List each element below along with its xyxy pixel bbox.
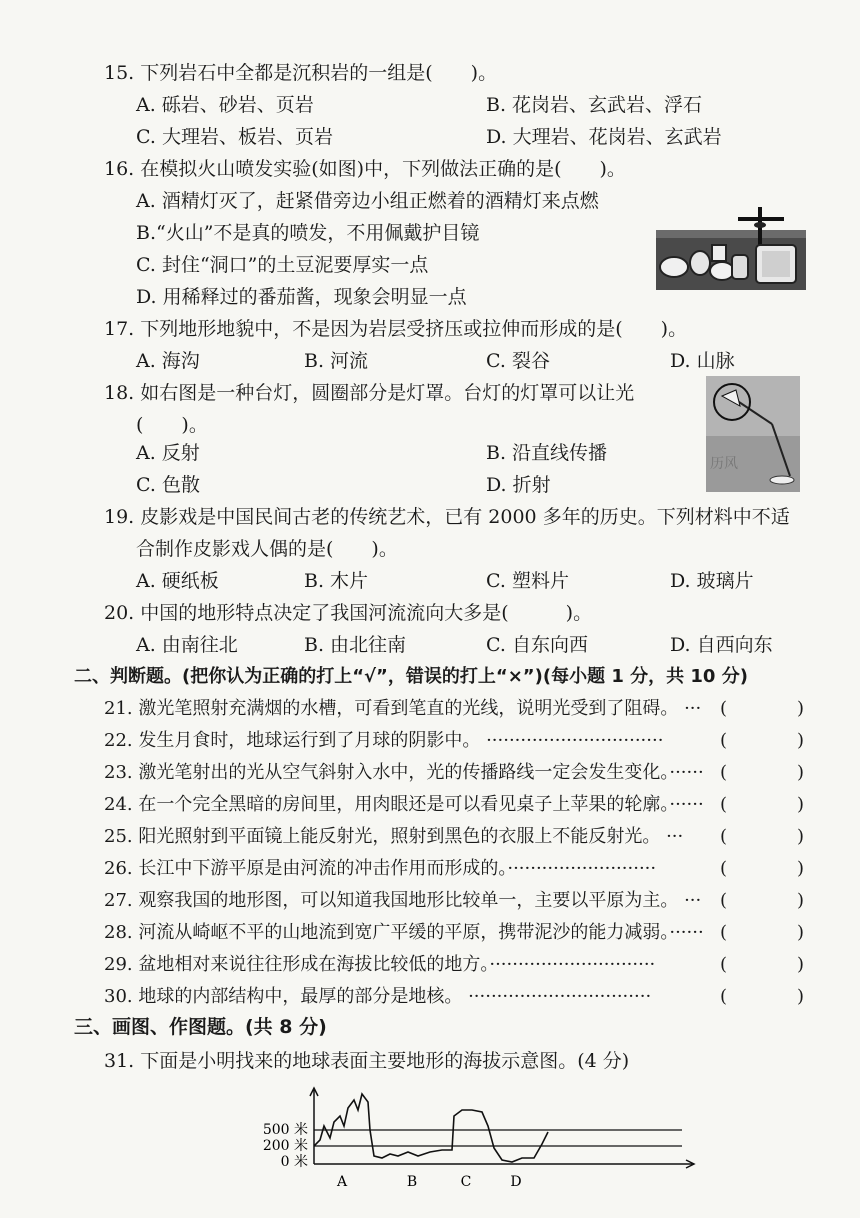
paren-open: (: [720, 762, 728, 783]
q17-option-c[interactable]: C. 裂谷: [486, 350, 550, 372]
question-18-stem-cont: ( )。: [136, 414, 208, 436]
q15-option-c[interactable]: C. 大理岩、板岩、页岩: [136, 126, 333, 148]
paren-close: ): [796, 762, 804, 783]
question-16-stem: 16. 在模拟火山喷发实验(如图)中，下列做法正确的是( )。: [104, 158, 626, 180]
elevation-diagram: [258, 1086, 698, 1196]
question-20-stem: 20. 中国的地形特点决定了我国河流流向大多是( )。: [104, 602, 593, 624]
paren-open: (: [720, 922, 728, 943]
judge-item-text: 24. 在一个完全黑暗的房间里，用肉眼还是可以看见桌子上苹果的轮廓。······: [104, 794, 704, 815]
q16-option-b[interactable]: B.“火山”不是真的喷发，不用佩戴护目镜: [136, 222, 480, 244]
paren-open: (: [720, 858, 728, 879]
question-15-stem: 15. 下列岩石中全都是沉积岩的一组是( )。: [104, 62, 498, 84]
q18-option-c[interactable]: C. 色散: [136, 474, 200, 496]
paren-open: (: [720, 890, 728, 911]
q20-option-d[interactable]: D. 自西向东: [670, 634, 773, 656]
judge-item: [104, 790, 804, 820]
paren-close: ): [796, 698, 804, 719]
section-3-heading: 三、画图、作图题。(共 8 分): [74, 1016, 327, 1038]
q20-option-c[interactable]: C. 自东向西: [486, 634, 588, 656]
judge-item-text: 28. 河流从崎岖不平的山地流到宽广平缓的平原，携带泥沙的能力减弱。······: [104, 922, 704, 943]
paren-open: (: [720, 698, 728, 719]
paren-open: (: [720, 794, 728, 815]
y-label-500: 500 米: [262, 1122, 308, 1138]
q19-option-c[interactable]: C. 塑料片: [486, 570, 569, 592]
lamp-image-text: 历风: [710, 456, 738, 472]
judge-item: [104, 982, 804, 1012]
x-label-c: C: [460, 1174, 472, 1190]
judge-item-text: 27. 观察我国的地形图，可以知道我国地形比较单一，主要以平原为主。 ···: [104, 890, 702, 911]
q15-option-a[interactable]: A. 砾岩、砂岩、页岩: [136, 94, 314, 116]
paren-open: (: [720, 954, 728, 975]
judge-item: [104, 950, 804, 980]
paren-close: ): [796, 954, 804, 975]
q17-option-a[interactable]: A. 海沟: [136, 350, 200, 372]
question-31-stem: 31. 下面是小明找来的地球表面主要地形的海拔示意图。(4 分): [104, 1050, 630, 1072]
paren-close: ): [796, 858, 804, 879]
judge-item: [104, 694, 804, 724]
section-2-heading: 二、判断题。(把你认为正确的打上“√”，错误的打上“×”)(每小题 1 分，共 10 分): [74, 666, 748, 687]
y-label-200: 200 米: [262, 1138, 308, 1154]
x-label-b: B: [406, 1174, 418, 1190]
paren-open: (: [720, 986, 728, 1007]
judge-item: [104, 726, 804, 756]
q15-option-d[interactable]: D. 大理岩、花岗岩、玄武岩: [486, 126, 722, 148]
y-label-0: 0 米: [280, 1154, 308, 1170]
judge-item-text: 22. 发生月食时，地球运行到了月球的阴影中。 ·······························: [104, 730, 664, 751]
paren-close: ): [796, 826, 804, 847]
volcano-experiment-image: [656, 205, 806, 290]
paren-close: ): [796, 794, 804, 815]
question-17-stem: 17. 下列地形地貌中，不是因为岩层受挤压或拉伸而形成的是( )。: [104, 318, 688, 340]
q20-option-b[interactable]: B. 由北往南: [304, 634, 407, 656]
q17-option-b[interactable]: B. 河流: [304, 350, 369, 372]
judge-item-text: 25. 阳光照射到平面镜上能反射光，照射到黑色的衣服上不能反射光。 ···: [104, 826, 684, 847]
judge-item-text: 29. 盆地相对来说往往形成在海拔比较低的地方。·····························: [104, 954, 656, 975]
desk-lamp-image: [706, 376, 800, 492]
paren-open: (: [720, 730, 728, 751]
question-19-stem-cont: 合制作皮影戏人偶的是( )。: [136, 538, 398, 560]
q17-option-d[interactable]: D. 山脉: [670, 350, 735, 372]
q19-option-a[interactable]: A. 硬纸板: [136, 570, 219, 592]
judge-item-text: 23. 激光笔射出的光从空气斜射入水中，光的传播路线一定会发生变化。······: [104, 762, 704, 783]
x-label-d: D: [510, 1174, 522, 1190]
q16-option-d[interactable]: D. 用稀释过的番茄酱，现象会明显一点: [136, 286, 467, 308]
x-label-a: A: [336, 1174, 348, 1190]
judge-item: [104, 854, 804, 884]
judge-item: [104, 758, 804, 788]
q16-option-c[interactable]: C. 封住“洞口”的土豆泥要厚实一点: [136, 254, 429, 276]
q18-option-a[interactable]: A. 反射: [136, 442, 200, 464]
judge-item-text: 30. 地球的内部结构中，最厚的部分是地核。 ································: [104, 986, 652, 1007]
judge-item: [104, 822, 804, 852]
judge-item: [104, 886, 804, 916]
judge-item-text: 21. 激光笔照射充满烟的水槽，可看到笔直的光线，说明光受到了阻碍。 ···: [104, 698, 702, 719]
q16-option-a[interactable]: A. 酒精灯灭了，赶紧借旁边小组正燃着的酒精灯来点燃: [136, 190, 599, 212]
judge-item: [104, 918, 804, 948]
paren-close: ): [796, 730, 804, 751]
paren-close: ): [796, 890, 804, 911]
paren-open: (: [720, 826, 728, 847]
question-18-stem: 18. 如右图是一种台灯，圆圈部分是灯罩。台灯的灯罩可以让光: [104, 382, 635, 404]
paren-close: ): [796, 922, 804, 943]
q18-option-d[interactable]: D. 折射: [486, 474, 551, 496]
q15-option-b[interactable]: B. 花岗岩、玄武岩、浮石: [486, 94, 703, 116]
q18-option-b[interactable]: B. 沿直线传播: [486, 442, 608, 464]
judge-item-text: 26. 长江中下游平原是由河流的冲击作用而形成的。··························: [104, 858, 657, 879]
q20-option-a[interactable]: A. 由南往北: [136, 634, 238, 656]
paren-close: ): [796, 986, 804, 1007]
q19-option-d[interactable]: D. 玻璃片: [670, 570, 754, 592]
q19-option-b[interactable]: B. 木片: [304, 570, 369, 592]
question-19-stem: 19. 皮影戏是中国民间古老的传统艺术，已有 2000 多年的历史。下列材料中不适: [104, 506, 790, 528]
